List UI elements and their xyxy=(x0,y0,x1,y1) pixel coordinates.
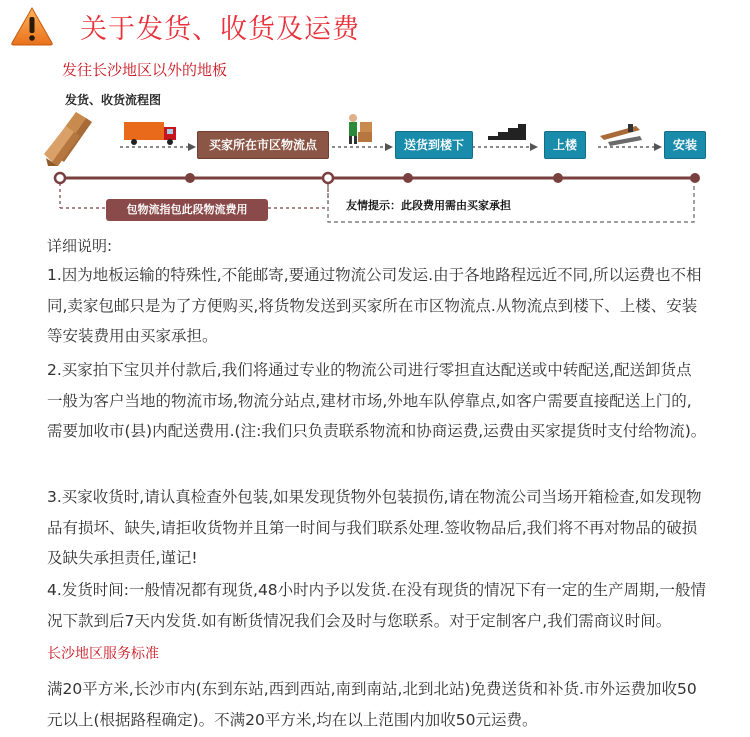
step-deliver-to-building: 送货到楼下 xyxy=(395,131,473,159)
stairs-icon xyxy=(488,124,526,140)
step-logistics-point: 买家所在市区物流点 xyxy=(197,131,329,159)
friendly-tip: 友情提示：此段费用需由买家承担 xyxy=(346,199,511,212)
page-title: 关于发货、收货及运费 xyxy=(80,14,360,45)
wood-planks-icon xyxy=(44,112,92,166)
logistics-included-note: 包物流指包此段物流费用 xyxy=(106,199,268,221)
detail-paragraph-2: 2.买家拍下宝贝并付款后,我们将通过专业的物流公司进行零担直达配送或中转配送,配送卸货点一般为客户当地的物流市场,物流分站点,建材市场,外地车队停靠点,如客户需要直接配送上门的,需要加收市(县)内配送费用.(注:我们只负责联系物流和协商运费,运费由买家提货时支付给物流)。 xyxy=(47,361,707,440)
warning-icon xyxy=(10,6,54,46)
tools-icon xyxy=(600,124,642,146)
detail-paragraph-3: 3.买家收货时,请认真检查外包装,如果发现货物外包装损伤,请在物流公司当场开箱检查,如发现物品有损坏、缺失,请拒收货物并且第一时间与我们联系处理.签收物品后,我们将不再对物品的破损及缺失承担责任,谨记! xyxy=(47,488,702,567)
changsha-paragraph: 满20平方米,长沙市内(东到东站,西到西站,南到南站,北到北站)免费送货和补货.市外运费加收50元以上(根据路程确定)。不满20平方米,均在以上范围内加收50元运费。 xyxy=(47,680,697,729)
truck-icon xyxy=(124,122,176,145)
section-subtitle: 发往长沙地区以外的地板 xyxy=(62,61,228,79)
step-install: 安装 xyxy=(664,131,706,159)
step-upstairs: 上楼 xyxy=(544,131,586,159)
changsha-heading: 长沙地区服务标准 xyxy=(47,646,159,662)
delivery-person-icon xyxy=(349,114,372,144)
detail-paragraph-4: 4.发货时间:一般情况都有现货,48小时内予以发货.在没有现货的情况下有一定的生产周期,一般情况下款到后7天内发货.如有断货情况我们会及时与您联系。对于定制客户,我们需商议时间。 xyxy=(47,581,707,630)
details-heading: 详细说明: xyxy=(47,237,113,255)
flow-chart-label: 发货、收货流程图 xyxy=(65,93,162,107)
detail-paragraph-1: 1.因为地板运输的特殊性,不能邮寄,要通过物流公司发运.由于各地路程远近不同,所以运费也不相同,卖家包邮只是为了方便购买,将货物发送到买家所在市区物流点.从物流点到楼下、上楼、安装等安装费用由买家承担。 xyxy=(47,266,702,345)
